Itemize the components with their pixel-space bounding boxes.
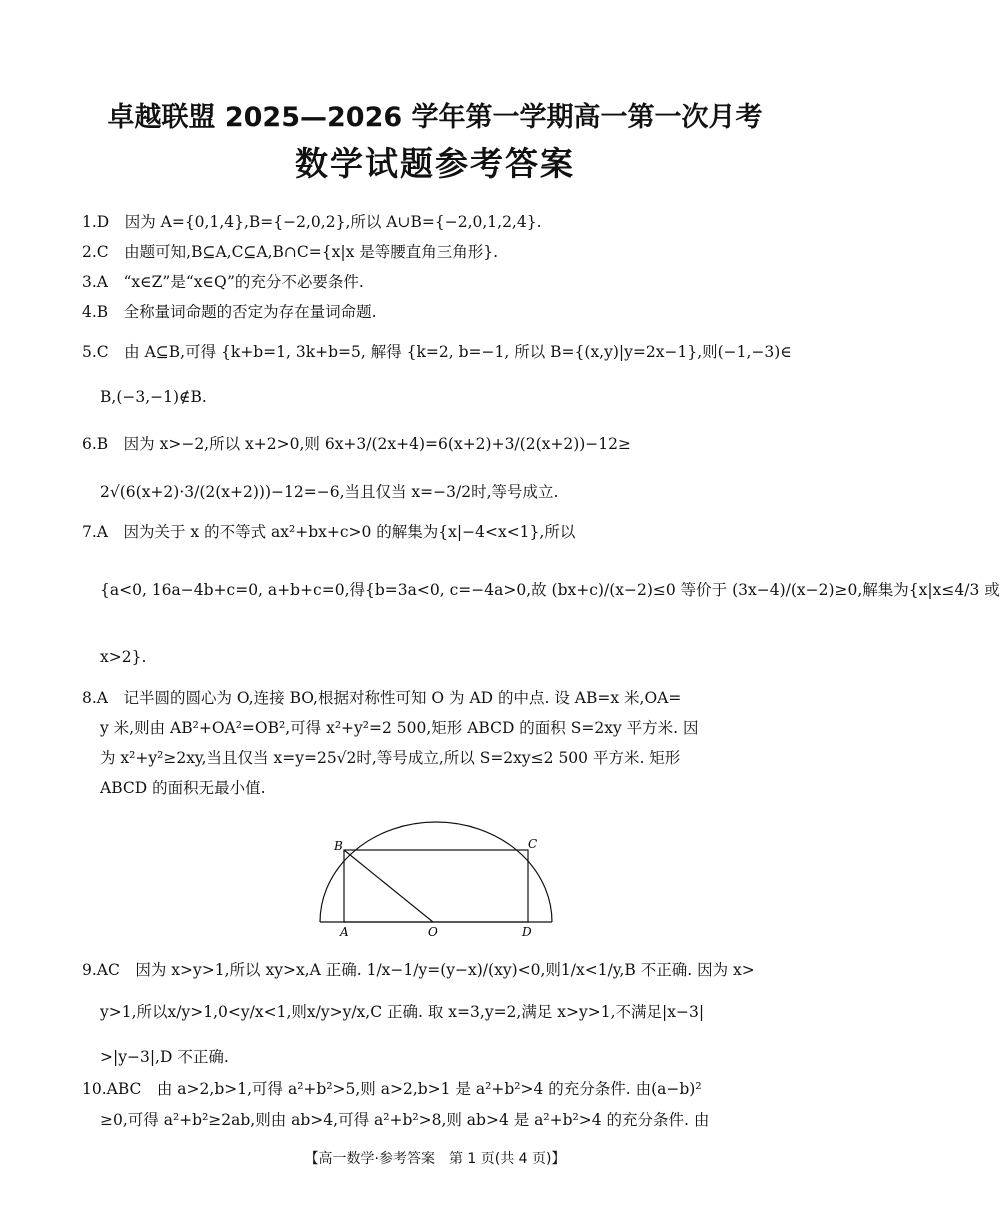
- answer-line: 5.C 由 A⊆B,可得 {k+b=1, 3k+b=5, 解得 {k=2, b=−1, 所以 B={(x,y)|y=2x−1},则(−1,−3)∈: [82, 343, 792, 361]
- answer-line: y 米,则由 AB²+OA²=OB²,可得 x²+y²=2 500,矩形 ABCD 的面积 S=2xy 平方米. 因: [100, 719, 699, 737]
- page-footer: 【高一数学·参考答案 第 1 页(共 4 页)】: [304, 1151, 566, 1167]
- answer-line: ≥0,可得 a²+b²≥2ab,则由 ab>4,可得 a²+b²>8,则 ab>4 是 a²+b²>4 的充分条件. 由: [100, 1111, 710, 1129]
- answer-line: 6.B 因为 x>−2,所以 x+2>0,则 6x+3/(2x+4)=6(x+2)+3/(2(x+2))−12≥: [82, 435, 631, 453]
- answer-line: 2.C 由题可知,B⊆A,C⊆A,B∩C={x|x 是等腰直角三角形}.: [82, 243, 499, 261]
- answer-line: 9.AC 因为 x>y>1,所以 xy>x,A 正确. 1/x−1/y=(y−x)/(xy)<0,则1/x<1/y,B 不正确. 因为 x>: [82, 961, 755, 979]
- document-subtitle: 数学试题参考答案: [295, 144, 575, 183]
- geometry-diagram: [316, 812, 556, 937]
- answer-line: 4.B 全称量词命题的否定为存在量词命题.: [82, 303, 377, 321]
- answer-line: {a<0, 16a−4b+c=0, a+b+c=0,得{b=3a<0, c=−4a>0,故 (bx+c)/(x−2)≤0 等价于 (3x−4)/(x−2)≥0,解集为{x|x≤4/3 或: [100, 581, 1000, 599]
- answer-line: 7.A 因为关于 x 的不等式 ax²+bx+c>0 的解集为{x|−4<x<1},所以: [82, 523, 576, 541]
- answer-line: 为 x²+y²≥2xy,当且仅当 x=y=25√2时,等号成立,所以 S=2xy≤2 500 平方米. 矩形: [100, 749, 681, 767]
- answer-line: ABCD 的面积无最小值.: [100, 779, 266, 797]
- point-label-c: C: [528, 837, 538, 851]
- answer-line: 8.A 记半圆的圆心为 O,连接 BO,根据对称性可知 O 为 AD 的中点. 设 AB=x 米,OA=: [82, 689, 682, 707]
- answer-line: 1.D 因为 A={0,1,4},B={−2,0,2},所以 A∪B={−2,0,1,2,4}.: [82, 213, 542, 231]
- point-label-b: B: [334, 839, 343, 853]
- rectangle-abcd: [344, 850, 528, 922]
- answer-line: 2√(6(x+2)·3/(2(x+2)))−12=−6,当且仅当 x=−3/2时,等号成立.: [100, 483, 559, 501]
- point-label-d: D: [522, 925, 532, 939]
- point-label-a: A: [340, 925, 349, 939]
- exam-title: 卓越联盟 2025—2026 学年第一学期高一第一次月考: [107, 102, 763, 133]
- answer-line: 10.ABC 由 a>2,b>1,可得 a²+b²>5,则 a>2,b>1 是 a²+b²>4 的充分条件. 由(a−b)²: [82, 1080, 702, 1098]
- semicircle-arc: [320, 822, 552, 922]
- semicircle-rectangle-figure: [316, 812, 556, 941]
- answer-line: >|y−3|,D 不正确.: [100, 1048, 229, 1066]
- point-label-o: O: [428, 925, 438, 939]
- answer-line: x>2}.: [100, 648, 147, 666]
- answer-line: B,(−3,−1)∉B.: [100, 388, 207, 406]
- answer-line: 3.A “x∈Z”是“x∈Q”的充分不必要条件.: [82, 273, 364, 291]
- answer-line: y>1,所以x/y>1,0<y/x<1,则x/y>y/x,C 正确. 取 x=3,y=2,满足 x>y>1,不满足|x−3|: [100, 1003, 705, 1021]
- segment-bo: [344, 850, 433, 922]
